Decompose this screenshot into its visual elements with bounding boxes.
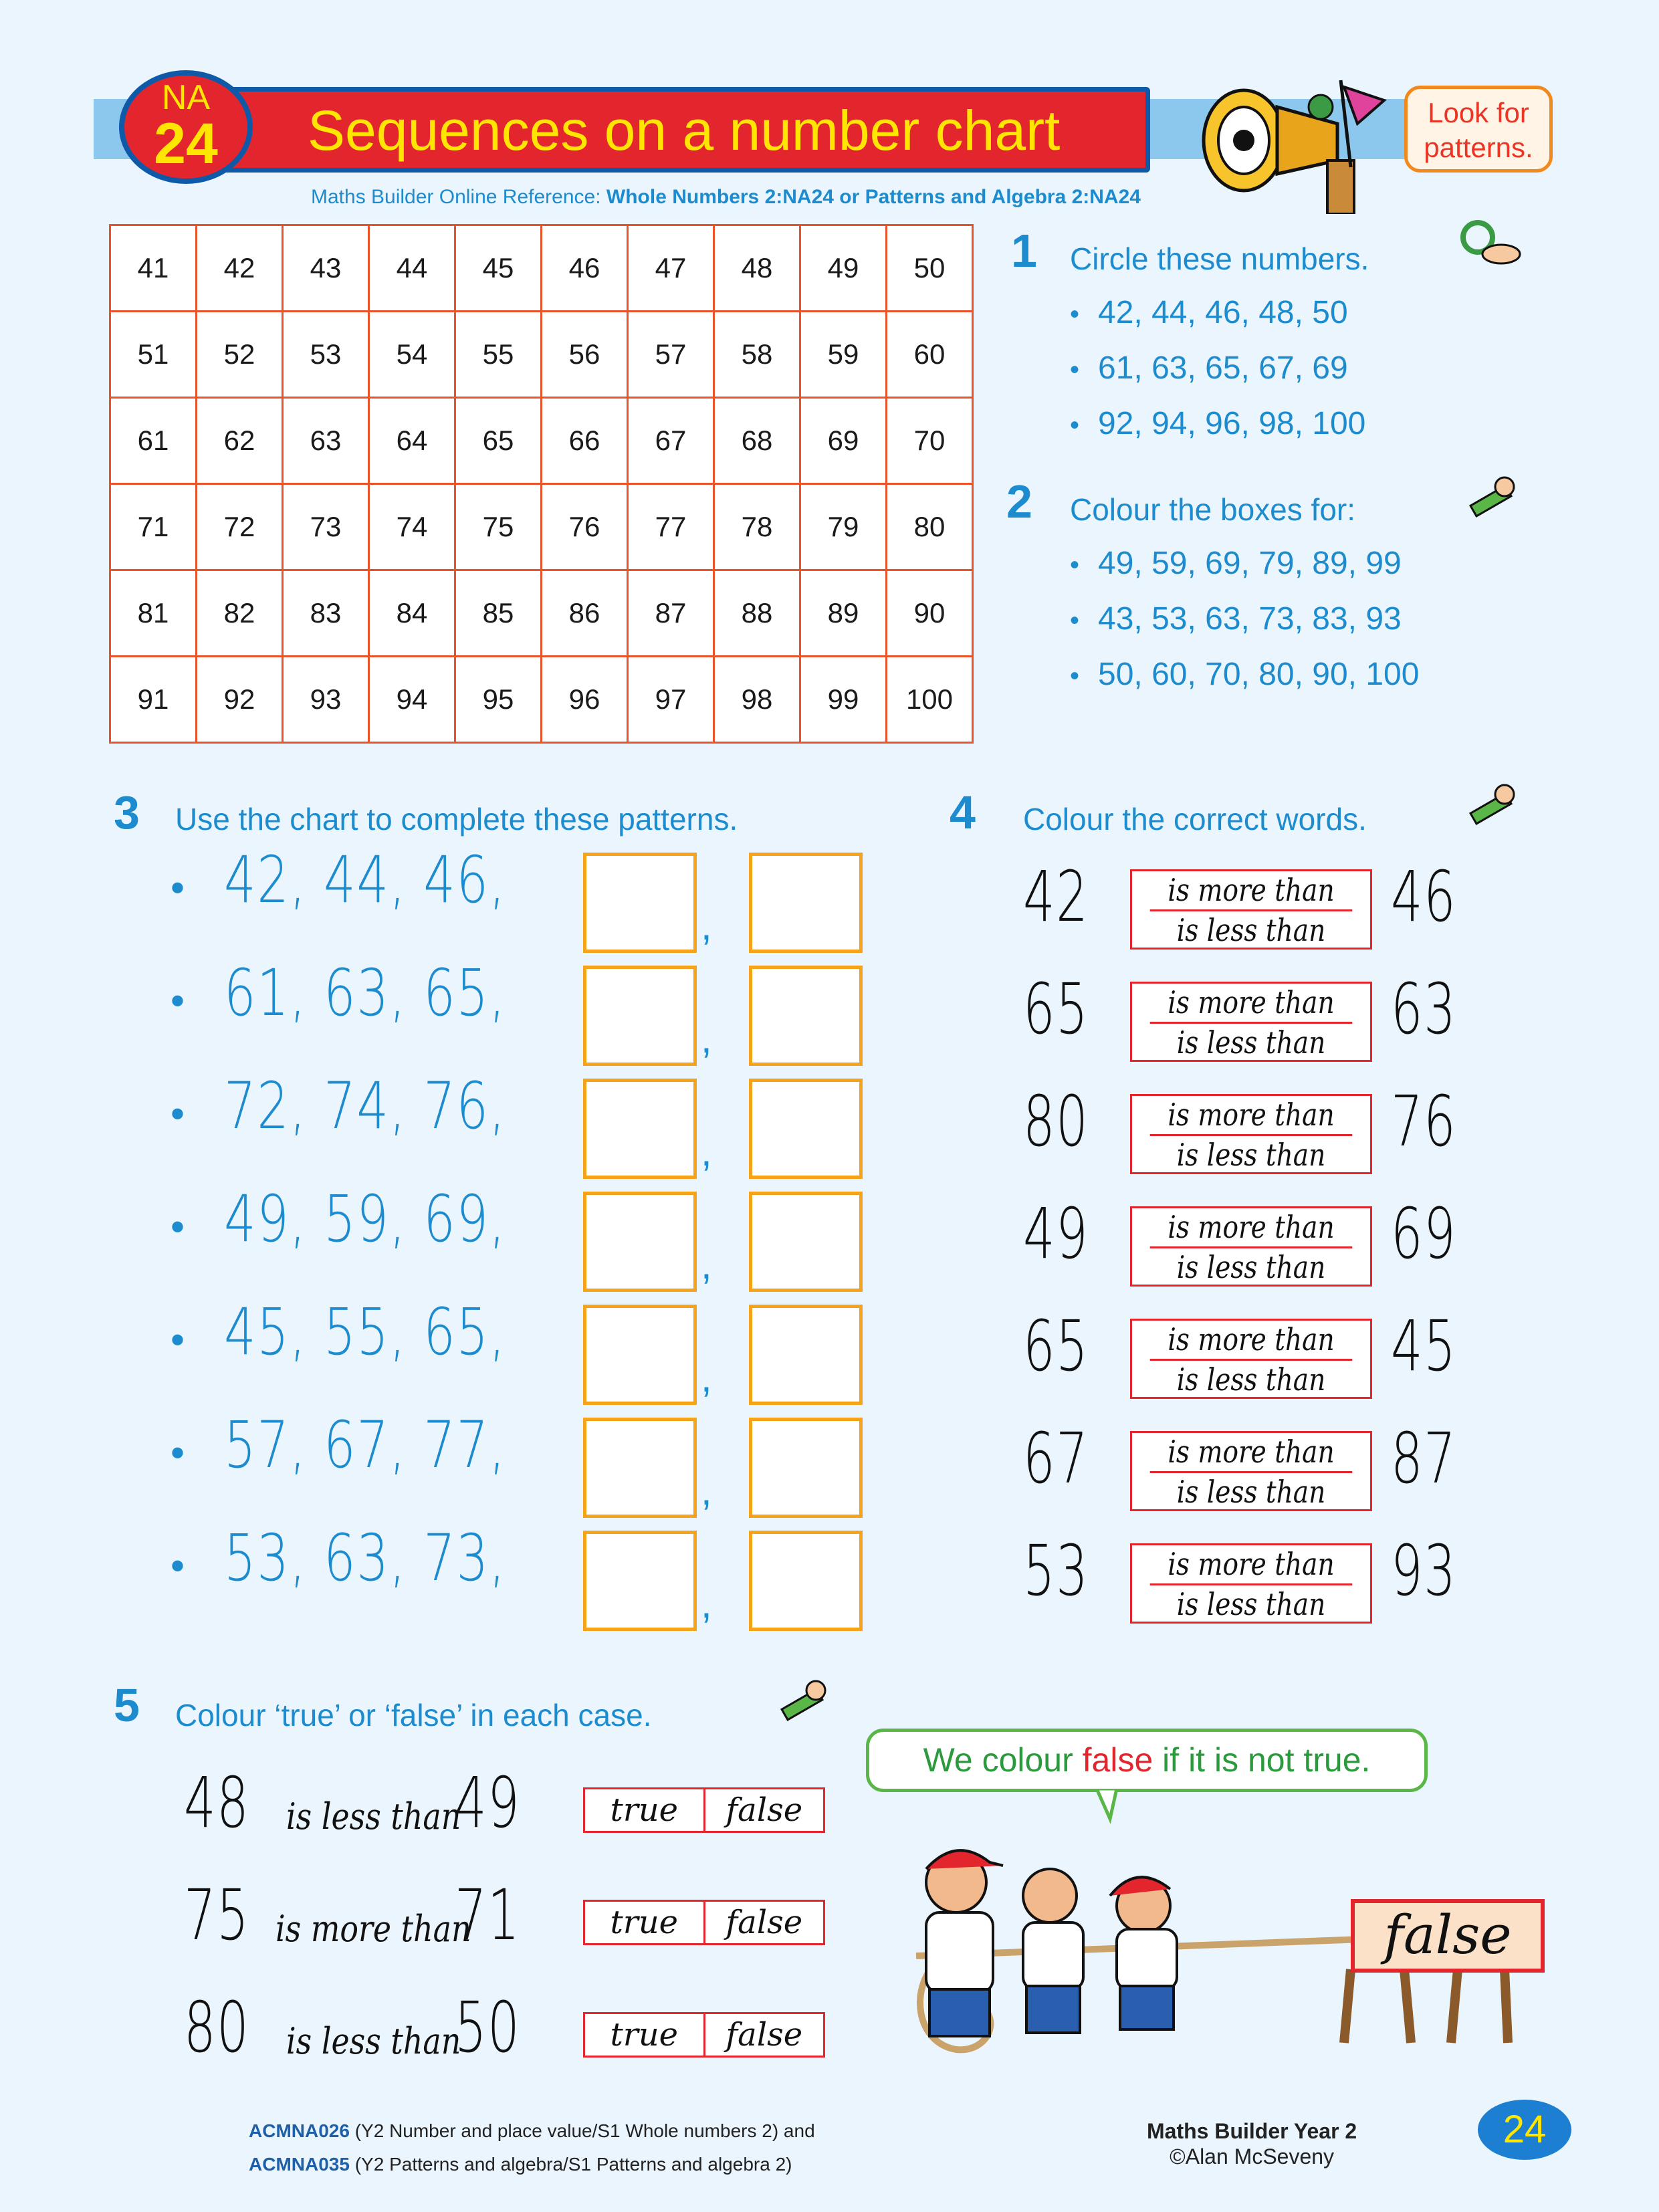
answer-box[interactable] [749, 1192, 863, 1292]
chart-cell[interactable]: 45 [455, 225, 542, 312]
false-sign: false [1351, 1899, 1545, 1973]
true-option[interactable]: true [585, 1789, 705, 1831]
statement-left-number: 80 [184, 1987, 250, 2068]
online-reference [311, 186, 1141, 209]
speech-bubble [866, 1729, 1428, 1792]
chart-cell[interactable]: 46 [542, 225, 628, 312]
statement-phrase: is more than [275, 1908, 471, 1950]
is-more-than-option[interactable]: is more than [1150, 1096, 1353, 1136]
chart-cell[interactable]: 81 [110, 570, 197, 657]
is-more-than-option[interactable]: is more than [1150, 1208, 1353, 1248]
reference-label: Maths Builder Online Reference: [311, 186, 606, 208]
badge-number: 24 [154, 112, 218, 176]
chart-row [110, 484, 973, 570]
q2-numbers: 50, 60, 70, 80, 90, 100 [1098, 657, 1420, 692]
chart-cell[interactable]: 44 [369, 225, 455, 312]
chart-row [110, 398, 973, 484]
answer-box[interactable] [583, 853, 697, 953]
chart-cell[interactable]: 77 [628, 484, 714, 570]
pattern-sequence: 49, 59, 69, [224, 1182, 507, 1256]
chart-cell[interactable]: 89 [800, 570, 887, 657]
comma-separator: , [701, 1016, 712, 1061]
chart-row [110, 225, 973, 312]
chart-cell[interactable]: 94 [369, 657, 455, 743]
question-5-text: Colour ‘true’ or ‘false’ in each case. [175, 1698, 652, 1733]
answer-box[interactable] [749, 853, 863, 953]
chart-row [110, 312, 973, 398]
compare-right-number: 63 [1391, 968, 1457, 1050]
q1-numbers: 42, 44, 46, 48, 50 [1098, 295, 1348, 330]
compare-left-number: 53 [1023, 1530, 1089, 1612]
book-author: ©Alan McSeveny [1170, 2144, 1335, 2169]
compare-left-number: 65 [1023, 1305, 1089, 1387]
chart-cell[interactable]: 60 [887, 312, 973, 398]
comparison-word-box [1130, 1543, 1372, 1624]
curriculum-codes [249, 2114, 815, 2181]
curriculum-line-1 [249, 2114, 815, 2148]
chart-cell[interactable]: 90 [887, 570, 973, 657]
comparison-word-box [1130, 982, 1372, 1062]
chart-cell[interactable]: 92 [197, 657, 283, 743]
bullet-dot: • [171, 1091, 185, 1136]
comparison-word-box [1130, 1094, 1372, 1174]
chart-cell[interactable]: 42 [197, 225, 283, 312]
chart-cell[interactable]: 73 [283, 484, 369, 570]
question-2-text: Colour the boxes for: [1070, 492, 1356, 527]
chart-cell[interactable]: 96 [542, 657, 628, 743]
chart-cell[interactable]: 99 [800, 657, 887, 743]
chart-cell[interactable]: 72 [197, 484, 283, 570]
bullet-dot: • [171, 1317, 185, 1362]
chart-cell[interactable]: 95 [455, 657, 542, 743]
is-more-than-option[interactable]: is more than [1150, 1545, 1353, 1585]
chart-cell[interactable]: 56 [542, 312, 628, 398]
chart-cell[interactable]: 54 [369, 312, 455, 398]
q1-numbers: 92, 94, 96, 98, 100 [1098, 406, 1366, 441]
chart-cell[interactable]: 97 [628, 657, 714, 743]
chart-cell[interactable]: 62 [197, 398, 283, 484]
chart-cell[interactable]: 52 [197, 312, 283, 398]
q2-line-1: • 49, 59, 69, 79, 89, 99 [1070, 546, 1402, 581]
statement-left-number: 75 [184, 1874, 250, 1956]
q1-line-3: • 92, 94, 96, 98, 100 [1070, 406, 1366, 441]
bubble-highlight: false [1082, 1741, 1153, 1779]
bullet-dot: • [171, 978, 185, 1023]
pattern-sequence: 42, 44, 46, [224, 843, 507, 917]
book-credit [1147, 2118, 1357, 2169]
number-chart [109, 224, 974, 744]
chart-cell[interactable]: 85 [455, 570, 542, 657]
statement-right-number: 49 [455, 1762, 521, 1844]
chart-cell[interactable]: 74 [369, 484, 455, 570]
book-title: Maths Builder Year 2 [1147, 2119, 1357, 2143]
question-3-number: 3 [114, 786, 140, 839]
question-3-text: Use the chart to complete these patterns. [175, 802, 738, 837]
true-false-box [583, 2012, 825, 2058]
true-false-box [583, 1900, 825, 1945]
chart-cell[interactable]: 63 [283, 398, 369, 484]
curriculum-desc: (Y2 Patterns and algebra/S1 Patterns and algebra 2) [349, 2154, 792, 2175]
chart-cell[interactable]: 76 [542, 484, 628, 570]
chart-cell[interactable]: 66 [542, 398, 628, 484]
comma-separator: , [701, 903, 712, 948]
compare-right-number: 76 [1391, 1081, 1457, 1162]
pattern-sequence: 61, 63, 65, [224, 956, 507, 1030]
statement-phrase: is less than [286, 2020, 461, 2062]
is-less-than-option[interactable]: is less than [1176, 912, 1326, 948]
statement-left-number: 48 [184, 1762, 250, 1844]
chart-cell[interactable]: 68 [714, 398, 800, 484]
telescope-illustration [1170, 60, 1391, 214]
true-option[interactable]: true [585, 1902, 705, 1943]
chart-cell[interactable]: 83 [283, 570, 369, 657]
true-false-box [583, 1787, 825, 1833]
question-4-number: 4 [950, 786, 976, 839]
compare-left-number: 49 [1023, 1193, 1089, 1275]
q1-line-1: • 42, 44, 46, 48, 50 [1070, 295, 1348, 330]
comma-separator: , [701, 1242, 712, 1287]
chart-cell[interactable]: 75 [455, 484, 542, 570]
answer-box[interactable] [583, 1418, 697, 1518]
pattern-sequence: 45, 55, 65, [224, 1295, 507, 1369]
page-number: 24 [1503, 2108, 1547, 2151]
false-option[interactable]: false [726, 1791, 803, 1829]
comparison-word-box [1130, 1206, 1372, 1287]
false-option[interactable]: false [726, 2016, 803, 2054]
curriculum-code: ACMNA026 [249, 2120, 350, 2141]
comparison-word-box [1130, 1431, 1372, 1511]
reference-codes: Whole Numbers 2:NA24 or Patterns and Algebra 2:NA24 [606, 186, 1141, 208]
chart-cell[interactable]: 70 [887, 398, 973, 484]
comma-separator: , [701, 1581, 712, 1626]
is-less-than-option[interactable]: is less than [1176, 1024, 1326, 1061]
badge-strand: NA [161, 78, 211, 117]
is-more-than-option[interactable]: is more than [1150, 984, 1353, 1024]
pencil-character-icon [1464, 776, 1525, 836]
chart-cell[interactable]: 41 [110, 225, 197, 312]
chart-cell[interactable]: 49 [800, 225, 887, 312]
chart-cell[interactable]: 80 [887, 484, 973, 570]
compare-left-number: 65 [1023, 968, 1089, 1050]
compare-left-number: 42 [1023, 856, 1089, 937]
chart-cell[interactable]: 47 [628, 225, 714, 312]
bubble-text-end: if it is not true. [1153, 1741, 1371, 1779]
tip-callout: Look for patterns. [1404, 86, 1553, 173]
question-2-number: 2 [1006, 475, 1032, 528]
answer-box[interactable] [749, 1418, 863, 1518]
q2-line-2: • 43, 53, 63, 73, 83, 93 [1070, 601, 1402, 637]
q1-numbers: 61, 63, 65, 67, 69 [1098, 350, 1348, 386]
answer-box[interactable] [583, 966, 697, 1066]
comma-separator: , [701, 1468, 712, 1513]
compare-right-number: 93 [1391, 1530, 1457, 1612]
pattern-sequence: 72, 74, 76, [224, 1069, 507, 1143]
chart-cell[interactable]: 43 [283, 225, 369, 312]
q2-line-3: • 50, 60, 70, 80, 90, 100 [1070, 657, 1420, 692]
curriculum-line-2 [249, 2148, 815, 2181]
compare-right-number: 46 [1391, 856, 1457, 937]
answer-box[interactable] [583, 1305, 697, 1405]
comma-separator: , [701, 1129, 712, 1174]
q1-line-2: • 61, 63, 65, 67, 69 [1070, 350, 1348, 386]
chart-cell[interactable]: 87 [628, 570, 714, 657]
is-less-than-option[interactable]: is less than [1176, 1474, 1326, 1510]
curriculum-code: ACMNA035 [249, 2154, 350, 2175]
pencil-character-icon [776, 1672, 836, 1732]
is-more-than-option[interactable]: is more than [1150, 1433, 1353, 1473]
is-less-than-option[interactable]: is less than [1176, 1586, 1326, 1622]
chart-row [110, 657, 973, 743]
compare-left-number: 80 [1023, 1081, 1089, 1162]
q2-numbers: 43, 53, 63, 73, 83, 93 [1098, 601, 1402, 637]
is-less-than-option[interactable]: is less than [1176, 1361, 1326, 1398]
bullet-dot: • [171, 1543, 185, 1588]
chart-cell[interactable]: 71 [110, 484, 197, 570]
question-4-text: Colour the correct words. [1023, 802, 1367, 837]
chart-cell[interactable]: 79 [800, 484, 887, 570]
chart-cell[interactable]: 48 [714, 225, 800, 312]
compare-left-number: 67 [1023, 1418, 1089, 1499]
false-option[interactable]: false [726, 1904, 803, 1941]
statement-phrase: is less than [286, 1795, 461, 1838]
is-more-than-option[interactable]: is more than [1150, 871, 1353, 911]
answer-box[interactable] [583, 1531, 697, 1631]
bubble-text: We colour [923, 1741, 1083, 1779]
compare-right-number: 87 [1391, 1418, 1457, 1499]
is-less-than-option[interactable]: is less than [1176, 1249, 1326, 1285]
chart-cell[interactable]: 50 [887, 225, 973, 312]
pencil-character-icon [1464, 468, 1525, 528]
pattern-sequence: 53, 63, 73, [224, 1521, 507, 1595]
is-more-than-option[interactable]: is more than [1150, 1321, 1353, 1361]
chart-cell[interactable]: 59 [800, 312, 887, 398]
chart-cell[interactable]: 51 [110, 312, 197, 398]
question-1-text: Circle these numbers. [1070, 241, 1369, 276]
chart-cell[interactable]: 84 [369, 570, 455, 657]
pattern-sequence: 57, 67, 77, [224, 1408, 507, 1482]
curriculum-desc: (Y2 Number and place value/S1 Whole numbers 2) and [349, 2120, 815, 2141]
true-option[interactable]: true [585, 2014, 705, 2056]
statement-right-number: 71 [455, 1874, 521, 1956]
comparison-word-box [1130, 869, 1372, 950]
bullet-dot: • [171, 1430, 185, 1475]
chart-cell[interactable]: 53 [283, 312, 369, 398]
chart-cell[interactable]: 82 [197, 570, 283, 657]
chart-cell[interactable]: 67 [628, 398, 714, 484]
bullet-dot: • [171, 865, 185, 910]
chart-cell[interactable]: 93 [283, 657, 369, 743]
answer-box[interactable] [583, 1079, 697, 1179]
chart-cell[interactable]: 98 [714, 657, 800, 743]
question-1-number: 1 [1011, 225, 1037, 277]
comma-separator: , [701, 1355, 712, 1400]
chart-cell[interactable]: 78 [714, 484, 800, 570]
magnifier-character-icon [1458, 217, 1525, 271]
answer-box[interactable] [749, 1531, 863, 1631]
compare-right-number: 69 [1391, 1193, 1457, 1275]
answer-box[interactable] [583, 1192, 697, 1292]
chart-row [110, 570, 973, 657]
chart-cell[interactable]: 58 [714, 312, 800, 398]
q2-numbers: 49, 59, 69, 79, 89, 99 [1098, 546, 1402, 581]
chart-cell[interactable]: 91 [110, 657, 197, 743]
question-5-number: 5 [114, 1679, 140, 1731]
chart-cell[interactable]: 88 [714, 570, 800, 657]
answer-box[interactable] [749, 966, 863, 1066]
is-less-than-option[interactable]: is less than [1176, 1137, 1326, 1173]
chart-cell[interactable]: 100 [887, 657, 973, 743]
answer-box[interactable] [749, 1079, 863, 1179]
chart-cell[interactable]: 57 [628, 312, 714, 398]
chart-cell[interactable]: 86 [542, 570, 628, 657]
answer-box[interactable] [749, 1305, 863, 1405]
chart-cell[interactable]: 64 [369, 398, 455, 484]
page-title: Sequences on a number chart [308, 99, 1061, 162]
chart-cell[interactable]: 55 [455, 312, 542, 398]
comparison-word-box [1130, 1319, 1372, 1399]
compare-right-number: 45 [1391, 1305, 1457, 1387]
chart-cell[interactable]: 69 [800, 398, 887, 484]
statement-right-number: 50 [455, 1987, 521, 2068]
chart-cell[interactable]: 65 [455, 398, 542, 484]
chart-cell[interactable]: 61 [110, 398, 197, 484]
bullet-dot: • [171, 1204, 185, 1249]
